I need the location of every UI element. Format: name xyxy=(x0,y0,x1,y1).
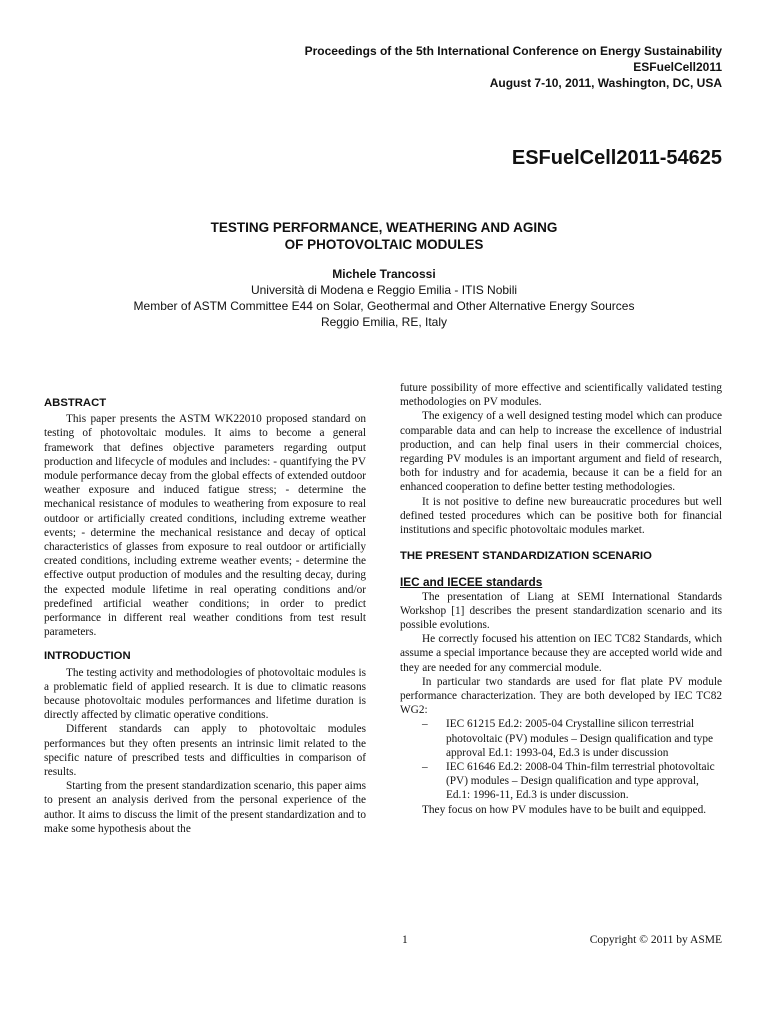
subsection-heading: IEC and IECEE standards xyxy=(400,575,543,590)
intro-paragraph: Different standards can apply to photovoltaic modules performances but they often presents an intrinsic limit related to the specific nature of prescribed tests and difficulties in comparison of results. xyxy=(44,723,366,779)
author-block xyxy=(0,266,768,330)
body-paragraph: He correctly focused his attention on IEC TC82 Standards, which assume a special importance because they are accepted world wide and they are needed for any commercial module. xyxy=(400,633,722,674)
title-line-1: TESTING PERFORMANCE, WEATHERING AND AGING xyxy=(210,220,558,235)
title-line-2: OF PHOTOVOLTAIC MODULES xyxy=(284,237,484,252)
intro-continuation: future possibility of more effective and scientifically validated testing methodologies on PV modules. xyxy=(400,382,722,409)
right-column xyxy=(400,381,722,817)
left-column xyxy=(44,396,366,836)
abstract-text: This paper presents the ASTM WK22010 proposed standard on testing of photovoltaic modules. It aims to become a general framework that defines objective parameters regarding output production and lifecycle of modules and includes: - quantifying the PV module performance decay from the global effects of extended outdoor weather exposure and induced fatigue stress; - determine the mechanical resistance of modules to weathering from exposure to real outdoor or artificially created conditions, including extreme weather events; - determine the mechanical resistance and decay of optical characteristics of glasses from exposure to real outdoor or artificially created conditions, including extreme weather events; - determine the effective output production of modules and the resulting decay, during the expected module lifetime in real operating conditions and/or predefined artificial weather conditions; in order to predict performance in different real weather conditions from test result parameters. xyxy=(44,413,366,639)
intro-paragraph: Starting from the present standardization scenario, this paper aims to present an analysis derived from the personal experience of the author. It aims to discuss the limit of the present standardization and to make some hypothesis about the xyxy=(44,780,366,835)
author-membership: Member of ASTM Committee E44 on Solar, Geothermal and Other Alternative Energy Sources xyxy=(133,299,635,313)
page-number: 1 xyxy=(402,934,408,946)
conference-code: ESFuelCell2011 xyxy=(633,60,722,74)
paper-title xyxy=(0,219,768,253)
paper-id: ESFuelCell2011-54625 xyxy=(511,147,722,169)
list-item: – IEC 61215 Ed.2: 2005-04 Crystalline silicon terrestrial photovoltaic (PV) modules – Design qualification and type approval Ed.1: 1993-04, Ed.3 is under discussion xyxy=(422,717,722,760)
copyright-notice: Copyright © 2011 by ASME xyxy=(589,934,722,946)
abstract-heading: ABSTRACT xyxy=(44,397,107,409)
body-paragraph: It is not positive to define new bureaucratic procedures but well defined tested procedures which can be positive both for financial institutions and specific photovoltaic modules market. xyxy=(400,495,722,537)
conference-name: Proceedings of the 5th International Conference on Energy Sustainability xyxy=(304,44,722,58)
body-paragraph: In particular two standards are used for flat plate PV module performance characterization. They are both developed by IEC TC82 WG2: xyxy=(400,675,722,717)
body-paragraph: They focus on how PV modules have to be built and equipped. xyxy=(422,803,707,816)
author-location: Reggio Emilia, RE, Italy xyxy=(320,315,448,329)
body-paragraph: The presentation of Liang at SEMI International Standards Workshop [1] describes the present standardization scenario and its possible evolutions. xyxy=(400,590,722,632)
section-heading: THE PRESENT STANDARDIZATION SCENARIO xyxy=(400,550,652,563)
proceedings-header xyxy=(202,43,722,91)
standards-list xyxy=(400,717,722,802)
introduction-heading: INTRODUCTION xyxy=(44,650,131,663)
conference-date-location: August 7-10, 2011, Washington, DC, USA xyxy=(489,76,722,90)
intro-paragraph: The testing activity and methodologies of photovoltaic modules is a problematic field of applied research. It is due to climatic reasons because photovoltaic modules performances and lifetime duration is directly affected by climatic operative conditions. xyxy=(44,666,366,722)
author-affiliation: Università di Modena e Reggio Emilia - ITIS Nobili xyxy=(250,283,518,297)
author-name: Michele Trancossi xyxy=(332,267,436,281)
body-paragraph: The exigency of a well designed testing model which can produce comparable data and can help to increase the excellence of industrial production, and can help final users in their commercial choices, regarding PV modules is an important argument and field of research, both for industry and for academia, because it can be a field for an enhanced cooperation to define better testing methodologies. xyxy=(400,410,722,494)
list-item: – IEC 61646 Ed.2: 2008-04 Thin-film terrestrial photovoltaic (PV) modules – Design qualification and type approval, Ed.1: 1996-11, Ed.3 is under discussion. xyxy=(422,760,722,803)
